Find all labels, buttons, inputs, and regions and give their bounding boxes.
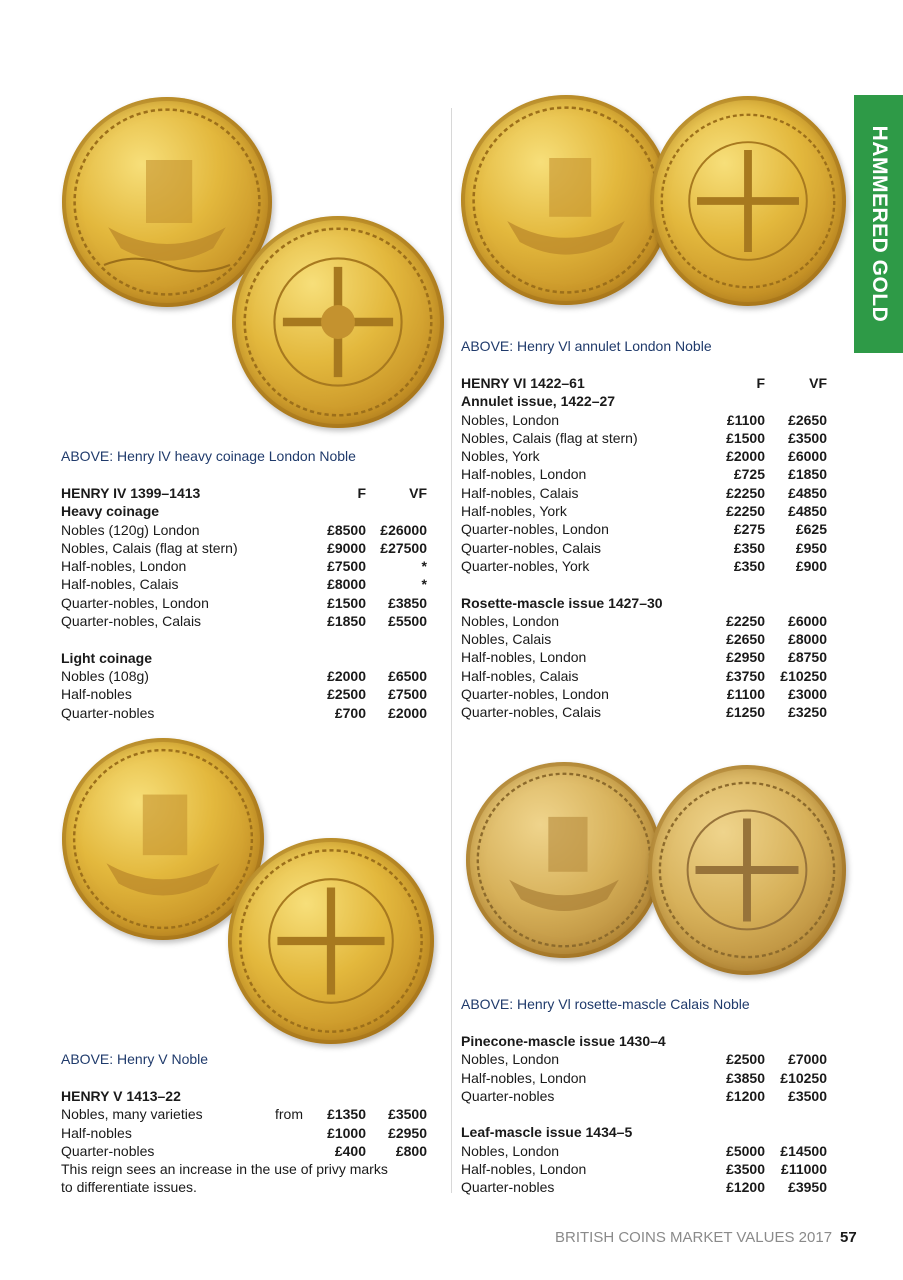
section-tab — [854, 95, 903, 353]
price-f: £5000 — [726, 1142, 765, 1159]
issue-heading-label: Annulet issue, 1422–27 — [461, 393, 616, 410]
table-row — [461, 703, 827, 721]
price-vf: £7000 — [788, 1051, 827, 1068]
price-vf: £8000 — [788, 631, 827, 648]
table-row — [461, 1069, 827, 1087]
price-vf: £950 — [795, 539, 827, 556]
coin-type-label: Quarter-nobles, London — [461, 521, 609, 538]
price-f: £2500 — [726, 1051, 765, 1068]
table-row — [461, 557, 827, 575]
price-vf: £11000 — [781, 1161, 827, 1178]
price-f: £1100 — [726, 686, 765, 703]
coin-type-label: Half-nobles, London — [461, 649, 587, 666]
table-header — [461, 374, 827, 392]
price-vf: £2000 — [388, 704, 427, 721]
price-vf: £6500 — [388, 667, 427, 684]
issue-heading-label: Light coinage — [61, 649, 152, 666]
coin-henry6-annulet-reverse — [650, 96, 846, 306]
reign-title: HENRY IV 1399–1413 — [61, 485, 201, 501]
price-vf: £900 — [795, 557, 827, 574]
price-f: £1350 — [327, 1106, 366, 1123]
coin-type-label: Quarter-nobles — [61, 704, 155, 721]
table-row — [461, 1087, 827, 1105]
table-header — [61, 484, 427, 502]
price-f: £2250 — [726, 484, 765, 501]
coin-type-label: Quarter-nobles, Calais — [461, 704, 602, 721]
coin-type-label: Half-nobles — [61, 686, 132, 703]
reign-note: This reign sees an increase in the use of privy marks to differentiate issues. — [61, 1161, 388, 1196]
table-row — [461, 1050, 827, 1068]
table-row — [461, 648, 827, 666]
price-f: £2950 — [726, 649, 765, 666]
price-f: £7500 — [327, 558, 366, 575]
table-row — [461, 685, 827, 703]
table-row — [61, 1142, 427, 1160]
caption-henry4: ABOVE: Henry lV heavy coinage London Noble — [61, 448, 356, 464]
coin-type-label: Quarter-nobles, London — [61, 594, 209, 611]
price-vf: £10250 — [780, 1069, 827, 1086]
price-f: £3850 — [726, 1069, 765, 1086]
row-group — [61, 667, 427, 722]
price-f: £350 — [733, 557, 765, 574]
coin-type-label: Nobles, Calais — [461, 631, 552, 648]
issue-heading — [461, 594, 827, 612]
page-footer — [555, 1229, 857, 1246]
col-vf-header: VF — [809, 375, 827, 391]
issue-heading — [461, 392, 827, 410]
section-tab-label: HAMMERED GOLD — [867, 125, 891, 323]
price-vf: £27500 — [380, 539, 427, 556]
table-row — [461, 520, 827, 538]
price-vf: £625 — [795, 521, 827, 538]
coin-type-label: Quarter-nobles, Calais — [461, 539, 602, 556]
coin-type-label: Quarter-nobles — [461, 1087, 555, 1104]
coin-type-label: Quarter-nobles — [461, 1179, 555, 1196]
price-f: £8500 — [327, 521, 366, 538]
henry5-price-table — [61, 1087, 427, 1196]
issue-heading — [461, 1032, 827, 1050]
price-f: £1100 — [726, 411, 765, 428]
coin-type-label: Half-nobles, Calais — [461, 667, 579, 684]
coin-type-label: Quarter-nobles, York — [461, 557, 590, 574]
price-vf: £3500 — [788, 1087, 827, 1104]
price-vf: £3000 — [788, 686, 827, 703]
col-f-header: F — [756, 375, 765, 391]
table-row — [461, 1160, 827, 1178]
price-vf: £3950 — [788, 1179, 827, 1196]
price-f: £2000 — [327, 667, 366, 684]
price-vf: £4850 — [788, 484, 827, 501]
price-vf: £3500 — [788, 429, 827, 446]
price-f: £700 — [334, 704, 366, 721]
issue-heading — [461, 1123, 827, 1141]
table-row — [461, 1142, 827, 1160]
coin-type-label: Nobles, London — [461, 411, 560, 428]
price-f: £1000 — [327, 1124, 366, 1141]
table-row — [61, 594, 427, 612]
coin-type-label: Nobles, London — [461, 612, 560, 629]
price-f: £275 — [733, 521, 765, 538]
price-f: £2500 — [327, 686, 366, 703]
coin-henry4-reverse — [232, 216, 444, 428]
reign-title: HENRY VI 1422–61 — [461, 375, 585, 391]
coin-type-label: Quarter-nobles — [61, 1142, 155, 1159]
table-row — [461, 484, 827, 502]
price-f: £1250 — [726, 704, 765, 721]
price-f: £1200 — [726, 1179, 765, 1196]
caption-henry6-annulet: ABOVE: Henry Vl annulet London Noble — [461, 338, 712, 354]
coin-type-label: Half-nobles, Calais — [461, 484, 579, 501]
price-vf: £1850 — [788, 466, 827, 483]
table-row — [461, 447, 827, 465]
table-row — [461, 502, 827, 520]
table-row — [61, 557, 427, 575]
coin-type-label: Nobles, London — [461, 1142, 560, 1159]
table-row — [61, 575, 427, 593]
price-vf: £4850 — [788, 503, 827, 520]
table-row — [61, 685, 427, 703]
table-row — [61, 667, 427, 685]
henry6-price-table-continued — [461, 1032, 827, 1197]
coin-type-label: Half-nobles, London — [61, 558, 187, 575]
table-row — [61, 539, 427, 557]
coin-type-label: Half-nobles — [61, 1124, 132, 1141]
publication-title: BRITISH COINS MARKET VALUES 2017 — [555, 1229, 833, 1246]
price-vf: £8750 — [788, 649, 827, 666]
coin-type-label: Half-nobles, London — [461, 1069, 587, 1086]
price-f: £350 — [733, 539, 765, 556]
table-header — [61, 1087, 427, 1105]
price-vf: * — [421, 576, 427, 593]
price-vf: £14500 — [780, 1142, 827, 1159]
col-vf-header: VF — [409, 485, 427, 501]
table-row — [61, 612, 427, 630]
issue-heading — [61, 649, 427, 667]
price-f: £725 — [733, 466, 765, 483]
row-group — [461, 411, 827, 576]
issue-heading-label: Heavy coinage — [61, 503, 160, 520]
table-row — [461, 411, 827, 429]
row-group — [461, 1142, 827, 1197]
table-row — [61, 1105, 427, 1123]
table-row — [461, 429, 827, 447]
coin-henry5-reverse — [228, 838, 434, 1044]
price-vf: £2950 — [388, 1124, 427, 1141]
caption-henry6-rosette: ABOVE: Henry Vl rosette-mascle Calais Noble — [461, 996, 750, 1012]
henry6-price-table — [461, 374, 827, 722]
price-f: £8000 — [327, 576, 366, 593]
row-group — [461, 612, 827, 722]
table-row — [61, 521, 427, 539]
price-vf: £3500 — [388, 1106, 427, 1123]
price-f: £1500 — [726, 429, 765, 446]
price-vf: £10250 — [780, 667, 827, 684]
price-f: £3500 — [726, 1161, 765, 1178]
coin-type-label: Nobles, Calais (flag at stern) — [461, 429, 638, 446]
col-f-header: F — [357, 485, 366, 501]
coin-type-label: Half-nobles, London — [461, 466, 587, 483]
price-vf: £2650 — [788, 411, 827, 428]
caption-henry5: ABOVE: Henry V Noble — [61, 1051, 209, 1067]
table-row — [461, 630, 827, 648]
page-number: 57 — [840, 1229, 857, 1246]
coin-type-label: Nobles, Calais (flag at stern) — [61, 539, 238, 556]
table-row — [61, 1124, 427, 1142]
table-row — [461, 612, 827, 630]
coin-type-label: Quarter-nobles, London — [461, 686, 609, 703]
coin-type-label: Nobles (108g) — [61, 667, 149, 684]
price-f: £3750 — [726, 667, 765, 684]
coin-henry6-rosette-reverse — [648, 765, 846, 975]
issue-heading — [61, 502, 427, 520]
from-label: from — [275, 1106, 303, 1123]
coin-type-label: Nobles, York — [461, 448, 540, 465]
issue-heading-label: Pinecone-mascle issue 1430–4 — [461, 1033, 666, 1049]
price-f: £2250 — [726, 503, 765, 520]
issue-heading-label: Rosette-mascle issue 1427–30 — [461, 594, 663, 611]
row-group — [61, 521, 427, 631]
coin-type-label: Half-nobles, London — [461, 1161, 587, 1178]
price-f: £1200 — [726, 1087, 765, 1104]
row-group — [61, 1105, 427, 1160]
price-f: £400 — [334, 1142, 366, 1159]
table-row — [461, 1178, 827, 1196]
price-f: £2000 — [726, 448, 765, 465]
coin-type-label: Quarter-nobles, Calais — [61, 613, 202, 630]
price-f: £1850 — [327, 613, 366, 630]
price-vf: £3850 — [388, 594, 427, 611]
price-f: £9000 — [327, 539, 366, 556]
henry4-price-table — [61, 484, 427, 722]
price-vf: * — [421, 558, 427, 575]
issue-heading-label: Leaf-mascle issue 1434–5 — [461, 1124, 633, 1141]
price-vf: £3250 — [788, 704, 827, 721]
price-vf: £26000 — [380, 521, 427, 538]
column-divider — [451, 108, 452, 1193]
table-row — [61, 704, 427, 722]
price-f: £2650 — [726, 631, 765, 648]
price-vf: £7500 — [388, 686, 427, 703]
coin-henry6-annulet-obverse — [461, 95, 671, 305]
coin-type-label: Nobles, London — [461, 1051, 560, 1068]
price-vf: £6000 — [788, 448, 827, 465]
price-vf: £800 — [395, 1142, 427, 1159]
price-f: £2250 — [726, 612, 765, 629]
row-group — [461, 1050, 827, 1105]
price-vf: £6000 — [788, 612, 827, 629]
coin-type-label: Half-nobles, York — [461, 503, 567, 520]
coin-henry6-rosette-obverse — [466, 762, 662, 958]
coin-type-label: Nobles, many varieties — [61, 1106, 203, 1123]
coin-type-label: Nobles (120g) London — [61, 521, 200, 538]
table-row — [461, 539, 827, 557]
table-row — [461, 667, 827, 685]
coin-type-label: Half-nobles, Calais — [61, 576, 179, 593]
reign-title: HENRY V 1413–22 — [61, 1088, 181, 1104]
price-vf: £5500 — [388, 613, 427, 630]
table-row — [461, 465, 827, 483]
price-f: £1500 — [327, 594, 366, 611]
